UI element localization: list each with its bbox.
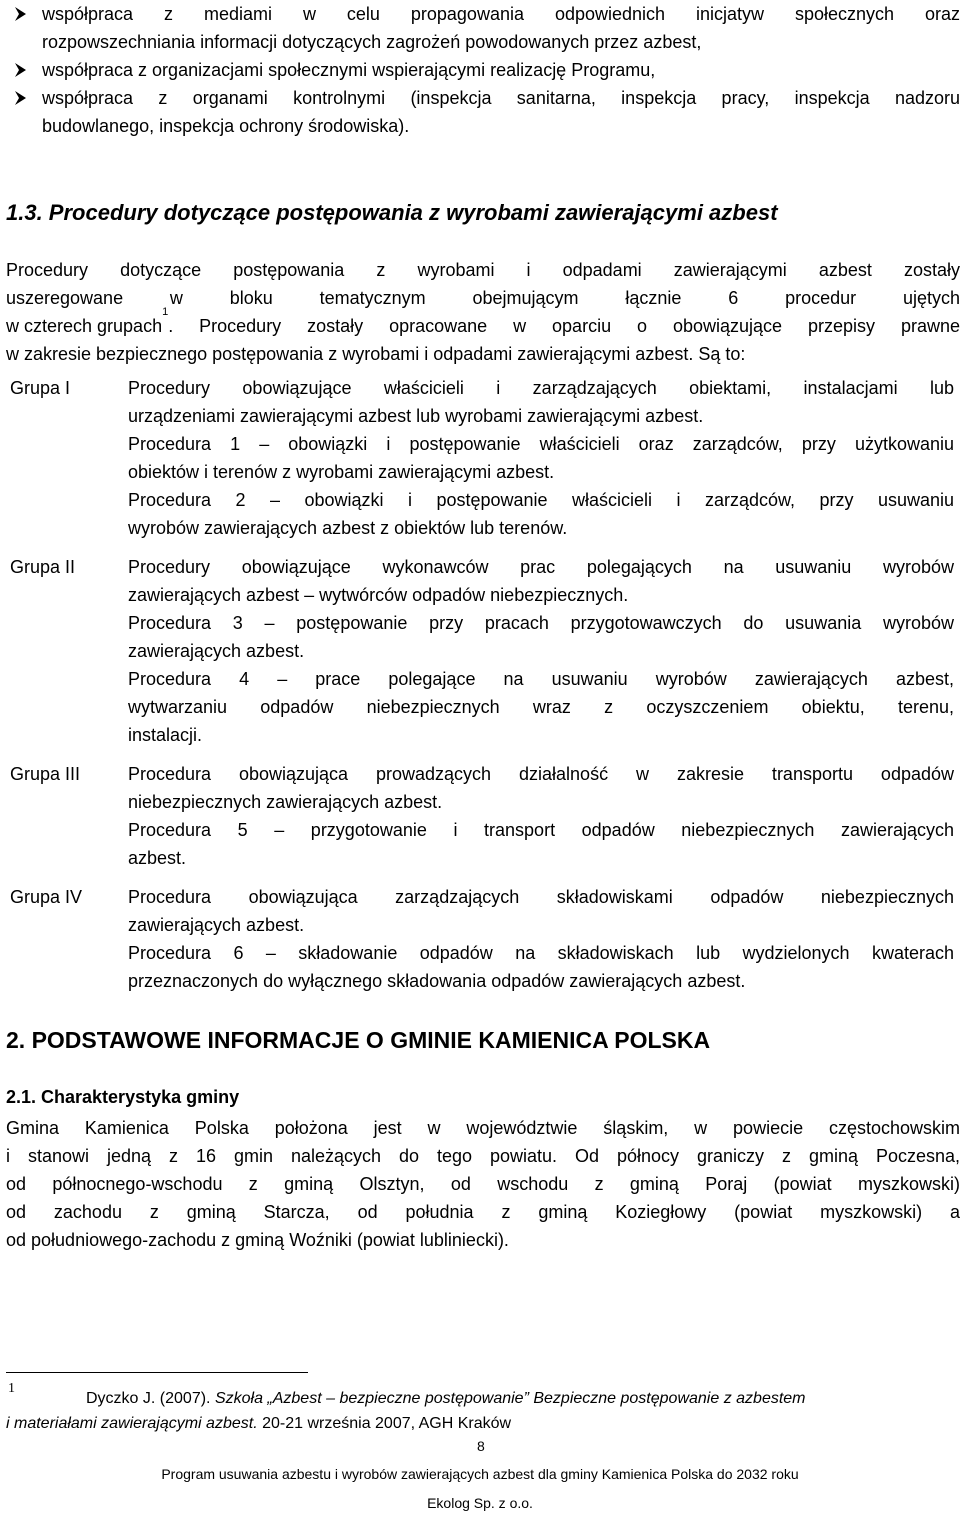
group-label: Grupa I: [10, 378, 71, 398]
footnote-separator: [6, 1372, 308, 1373]
group-line: Procedura 1 – obowiązki i postępowanie właścicieli oraz zarządców, przy użytkowaniu: [128, 434, 954, 454]
page-number: 8: [477, 1438, 485, 1454]
group-line: wytwarzaniu odpadów niebezpiecznych wraz z oczyszczeniem obiektu, terenu,: [128, 697, 954, 717]
group-line: Procedura 4 – prace polegające na usuwaniu wyrobów zawierających azbest,: [128, 669, 954, 689]
group-line: Procedura 3 – postępowanie przy pracach przygotowawczych do usuwania wyrobów: [128, 613, 954, 633]
group-line: Procedura 5 – przygotowanie i transport odpadów niebezpiecznych zawierających: [128, 820, 954, 840]
paragraph-text: . Procedury zostały opracowane w oparciu o obowiązujące przepisy prawne: [168, 316, 960, 336]
group-line: Procedura 6 – składowanie odpadów na składowiskach lub wydzielonych kwaterach: [128, 943, 954, 963]
footnote-author: Dyczko J. (2007).: [86, 1390, 215, 1407]
group-line: zawierających azbest.: [128, 641, 305, 661]
footnote-line-1: [86, 1388, 806, 1410]
group-label: Grupa III: [10, 764, 81, 784]
group-line: instalacji.: [128, 725, 203, 745]
arrow-bullet-icon: [12, 90, 28, 106]
group-line: zawierających azbest – wytwórców odpadów niebezpiecznych.: [128, 585, 629, 605]
paragraph-line: w zakresie bezpiecznego postępowania z wyrobami i odpadami zawierającymi azbest. Są to:: [6, 344, 746, 364]
group-line: Procedura obowiązująca zarządzających składowiskami odpadów niebezpiecznych: [128, 887, 954, 907]
section-heading: 1.3. Procedury dotyczące postępowania z wyrobami zawierającymi azbest: [6, 200, 778, 225]
bullet-3-line-2: budowlanego, inspekcja ochrony środowiska).: [42, 116, 410, 136]
paragraph-line: od zachodu z gminą Starcza, od południa z gminą Koziegłowy (powiat myszkowski) a: [6, 1202, 960, 1222]
bullet-1-line-1: współpraca z mediami w celu propagowania odpowiednich inicjatyw społecznych oraz: [42, 4, 960, 24]
paragraph-line: od północnego-wschodu z gminą Olsztyn, od wschodu z gminą Poraj (powiat myszkowski): [6, 1174, 960, 1194]
group-line: urządzeniami zawierającymi azbest lub wyrobami zawierającymi azbest.: [128, 406, 704, 426]
group-line: niebezpiecznych zawierających azbest.: [128, 792, 443, 812]
group-line: azbest.: [128, 848, 187, 868]
footnote-title: Szkoła „Azbest – bezpieczne postępowanie” Bezpieczne postępowanie z azbestem: [214, 1390, 806, 1407]
paragraph-line: i stanowi jedną z 16 gmin należących do tego powiatu. Od północy graniczy z gminą Poczesna,: [6, 1146, 960, 1166]
bullet-1-line-2: rozpowszechniania informacji dotyczących zagrożeń powodowanych przez azbest,: [42, 32, 702, 52]
chapter-heading: 2. PODSTAWOWE INFORMACJE O GMINIE KAMIENICA POLSKA: [6, 1027, 711, 1053]
group-label: Grupa IV: [10, 887, 83, 907]
bullet-2-line-1: współpraca z organizacjami społecznymi wspierającymi realizację Programu,: [42, 60, 656, 80]
group-line: obiektów i terenów z wyrobami zawierającymi azbest.: [128, 462, 555, 482]
arrow-bullet-icon: [12, 62, 28, 78]
footnote-date-place: 20-21 września 2007, AGH Kraków: [257, 1415, 512, 1432]
footer-company: Ekolog Sp. z o.o.: [427, 1495, 533, 1511]
subsection-heading: 2.1. Charakterystyka gminy: [6, 1087, 240, 1107]
group-line: zawierających azbest.: [128, 915, 305, 935]
bullet-3-line-1: współpraca z organami kontrolnymi (inspekcja sanitarna, inspekcja pracy, inspekcja nadzoru: [42, 88, 960, 108]
arrow-bullet-icon: [12, 6, 28, 22]
footnote-reference[interactable]: 1: [162, 306, 169, 318]
group-line: wyrobów zawierających azbest z obiektów lub terenów.: [128, 518, 568, 538]
group-line: Procedury obowiązujące wykonawców prac polegających na usuwaniu wyrobów: [128, 557, 954, 577]
group-label: Grupa II: [10, 557, 76, 577]
paragraph-text: w czterech grupach: [6, 316, 163, 336]
footnote-line-2: [6, 1413, 511, 1435]
group-line: przeznaczonych do wyłącznego składowania odpadów zawierających azbest.: [128, 971, 746, 991]
group-line: Procedura 2 – obowiązki i postępowanie właścicieli i zarządców, przy usuwaniu: [128, 490, 954, 510]
group-line: Procedura obowiązująca prowadzących działalność w zakresie transportu odpadów: [128, 764, 954, 784]
footnote-title-cont: i materiałami zawierającymi azbest.: [6, 1415, 258, 1432]
group-line: Procedury obowiązujące właścicieli i zarządzających obiektami, instalacjami lub: [128, 378, 954, 398]
paragraph-line: Procedury dotyczące postępowania z wyrobami i odpadami zawierającymi azbest zostały: [6, 260, 960, 280]
paragraph-line: uszeregowane w bloku tematycznym obejmującym łącznie 6 procedur ujętych: [6, 288, 960, 308]
paragraph-line: Gmina Kamienica Polska położona jest w województwie śląskim, w powiecie częstochowskim: [6, 1118, 960, 1138]
paragraph-line-with-footnote: [6, 306, 960, 340]
paragraph-line: od południowego-zachodu z gminą Woźniki (powiat lubliniecki).: [6, 1230, 509, 1250]
footnote-number: 1: [8, 1381, 15, 1396]
footer-program-title: Program usuwania azbestu i wyrobów zawierających azbest dla gminy Kamienica Polska do 2032 roku: [161, 1466, 799, 1482]
